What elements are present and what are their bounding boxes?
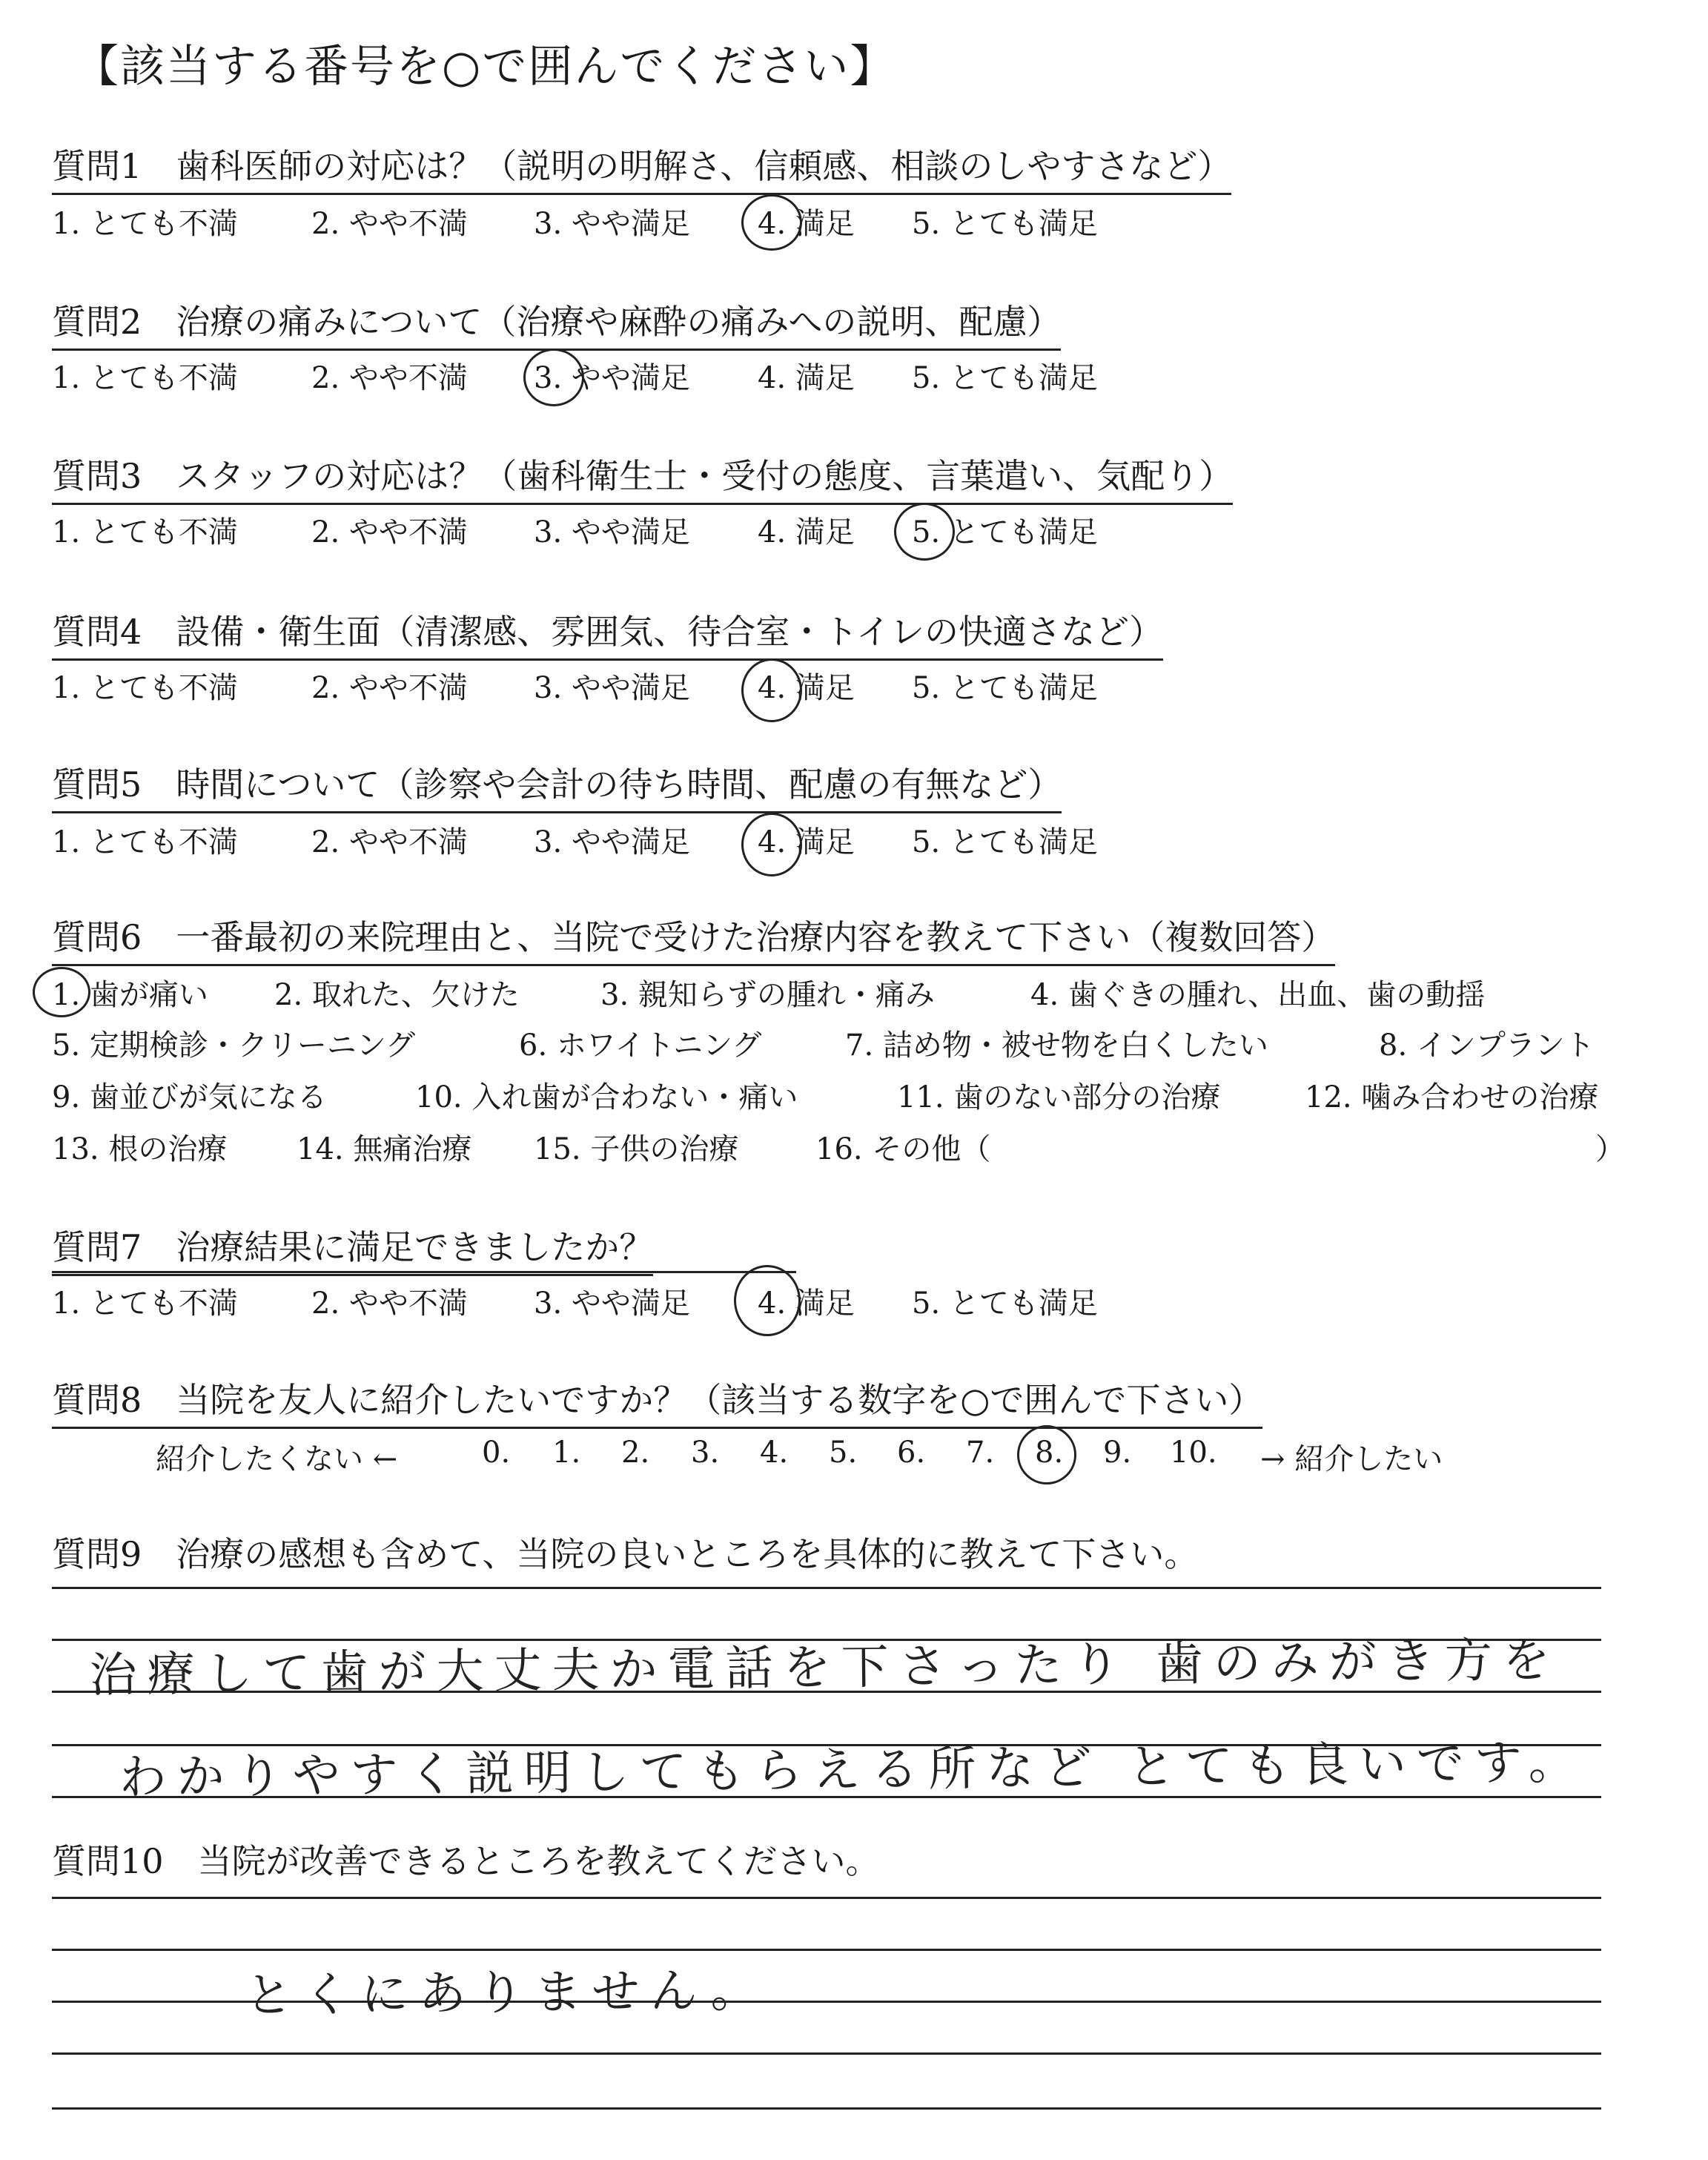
q6-option-5[interactable]: 5. 定期検診・クリーニング (52, 1028, 416, 1063)
q5-option-2[interactable]: 2. やや不満 (311, 825, 468, 859)
q2-option-1[interactable]: 1. とても不満 (52, 361, 238, 395)
q8-scale-8[interactable]: 8. (1035, 1436, 1064, 1470)
q2-option-3[interactable]: 3. やや満足 (534, 361, 690, 395)
q8-scale-10[interactable]: 10. (1170, 1436, 1217, 1470)
question-2-title: 質問2 治療の痛みについて（治療や麻酔の痛みへの説明、配慮） (52, 295, 1061, 351)
q8-scale-1[interactable]: 1. (552, 1436, 581, 1470)
q6-option-12[interactable]: 12. 噛み合わせの治療 (1305, 1080, 1599, 1114)
q5-option-3[interactable]: 3. やや満足 (534, 825, 690, 859)
q6-other-close-paren: ） (1595, 1132, 1625, 1166)
q5-option-5[interactable]: 5. とても満足 (912, 825, 1098, 859)
q8-selection-circle (1017, 1425, 1076, 1484)
q1-option-4[interactable]: 4. 満足 (758, 207, 855, 241)
q10-answer-line-5 (52, 2107, 1601, 2110)
q10-answer-line-4 (52, 2052, 1601, 2055)
q6-option-8[interactable]: 8. インプラント (1379, 1028, 1595, 1063)
q1-option-2[interactable]: 2. やや不満 (311, 207, 468, 241)
q9-handwritten-answer-line-1: 治療して歯が大丈夫か電話を下さったり 歯のみがき方を (89, 1633, 1561, 1703)
question-7-title: 質問7 治療結果に満足できましたか？ (52, 1221, 653, 1276)
q3-option-4[interactable]: 4. 満足 (758, 515, 855, 549)
q6-option-16[interactable]: 16. その他（ (815, 1132, 991, 1166)
q7-option-4[interactable]: 4. 満足 (758, 1287, 855, 1321)
q5-option-4[interactable]: 4. 満足 (758, 825, 855, 859)
q4-option-1[interactable]: 1. とても不満 (52, 671, 238, 705)
q6-selection-circle (33, 967, 90, 1017)
q8-left-label: 紹介したくない ← (156, 1442, 398, 1476)
q7-option-1[interactable]: 1. とても不満 (52, 1287, 238, 1321)
q6-option-1[interactable]: 1. 歯が痛い (52, 978, 208, 1012)
question-10-title: 質問10 当院が改善できるところを教えてください。 (52, 1841, 880, 1881)
question-4-title: 質問4 設備・衛生面（清潔感、雰囲気、待合室・トイレの快適さなど） (52, 605, 1163, 661)
q3-selection-circle (894, 503, 955, 561)
q3-option-2[interactable]: 2. やや不満 (311, 515, 468, 549)
q4-option-3[interactable]: 3. やや満足 (534, 671, 690, 705)
q4-selection-circle (741, 658, 802, 722)
q9-handwritten-answer-line-2: わかりやすく説明してもらえる所など とても良いです。 (119, 1735, 1587, 1806)
q7-option-3[interactable]: 3. やや満足 (534, 1287, 690, 1321)
q6-option-4[interactable]: 4. 歯ぐきの腫れ、出血、歯の動揺 (1030, 978, 1486, 1012)
question-9-title: 質問9 治療の感想も含めて、当院の良いところを具体的に教えて下さい。 (52, 1534, 1199, 1574)
q3-option-5[interactable]: 5. とても満足 (912, 515, 1098, 549)
q6-option-14[interactable]: 14. 無痛治療 (297, 1132, 472, 1166)
q1-option-5[interactable]: 5. とても満足 (912, 207, 1098, 241)
q8-scale-0[interactable]: 0. (482, 1436, 511, 1470)
q6-option-11[interactable]: 11. 歯のない部分の治療 (897, 1080, 1221, 1114)
q9-answer-line-1 (52, 1587, 1601, 1589)
question-3-title: 質問3 スタッフの対応は？（歯科衛生士・受付の態度、言葉遣い、気配り） (52, 449, 1233, 505)
q8-scale-6[interactable]: 6. (897, 1436, 926, 1470)
q6-option-13[interactable]: 13. 根の治療 (52, 1132, 228, 1166)
q8-scale-9[interactable]: 9. (1103, 1436, 1132, 1470)
q10-answer-line-2 (52, 1949, 1601, 1951)
q4-option-2[interactable]: 2. やや不満 (311, 671, 468, 705)
q10-handwritten-answer: とくにありません。 (245, 1963, 769, 2024)
q8-scale-5[interactable]: 5. (829, 1436, 858, 1470)
q6-option-3[interactable]: 3. 親知らずの腫れ・痛み (600, 978, 935, 1012)
q3-option-3[interactable]: 3. やや満足 (534, 515, 690, 549)
q8-scale-7[interactable]: 7. (966, 1436, 995, 1470)
q7-title-underline (52, 1271, 796, 1273)
q4-option-4[interactable]: 4. 満足 (758, 671, 855, 705)
q1-option-3[interactable]: 3. やや満足 (534, 207, 690, 241)
q10-answer-line-1 (52, 1897, 1601, 1899)
q2-option-5[interactable]: 5. とても満足 (912, 361, 1098, 395)
q8-scale-2[interactable]: 2. (621, 1436, 650, 1470)
q2-option-2[interactable]: 2. やや不満 (311, 361, 468, 395)
question-5-title: 質問5 時間について（診察や会計の待ち時間、配慮の有無など） (52, 758, 1062, 813)
q7-option-5[interactable]: 5. とても満足 (912, 1287, 1098, 1321)
q6-option-2[interactable]: 2. 取れた、欠けた (274, 978, 520, 1012)
question-1-title: 質問1 歯科医師の対応は？（説明の明解さ、信頼感、相談のしやすさなど） (52, 139, 1231, 195)
q5-option-1[interactable]: 1. とても不満 (52, 825, 238, 859)
instruction-heading: 【該当する番号を○で囲んでください】 (74, 41, 896, 93)
q2-selection-circle (523, 349, 584, 406)
q2-option-4[interactable]: 4. 満足 (758, 361, 855, 395)
q3-option-1[interactable]: 1. とても不満 (52, 515, 238, 549)
q6-option-6[interactable]: 6. ホワイトニング (519, 1028, 762, 1063)
question-6-title: 質問6 一番最初の来院理由と、当院で受けた治療内容を教えて下さい（複数回答） (52, 911, 1335, 966)
q7-option-2[interactable]: 2. やや不満 (311, 1287, 468, 1321)
q1-option-1[interactable]: 1. とても不満 (52, 207, 238, 241)
q8-scale-4[interactable]: 4. (760, 1436, 789, 1470)
q6-option-10[interactable]: 10. 入れ歯が合わない・痛い (415, 1080, 798, 1114)
q6-option-7[interactable]: 7. 詰め物・被せ物を白くしたい (845, 1028, 1268, 1063)
q6-option-15[interactable]: 15. 子供の治療 (534, 1132, 739, 1166)
q1-selection-circle (741, 194, 802, 251)
question-8-title: 質問8 当院を友人に紹介したいですか？（該当する数字を○で囲んで下さい） (52, 1373, 1262, 1429)
q6-option-9[interactable]: 9. 歯並びが気になる (52, 1080, 327, 1114)
q8-right-label: → 紹介したい (1260, 1442, 1443, 1476)
q5-selection-circle (741, 813, 802, 876)
q4-option-5[interactable]: 5. とても満足 (912, 671, 1098, 705)
q8-scale-3[interactable]: 3. (691, 1436, 720, 1470)
q7-selection-circle (734, 1265, 801, 1336)
